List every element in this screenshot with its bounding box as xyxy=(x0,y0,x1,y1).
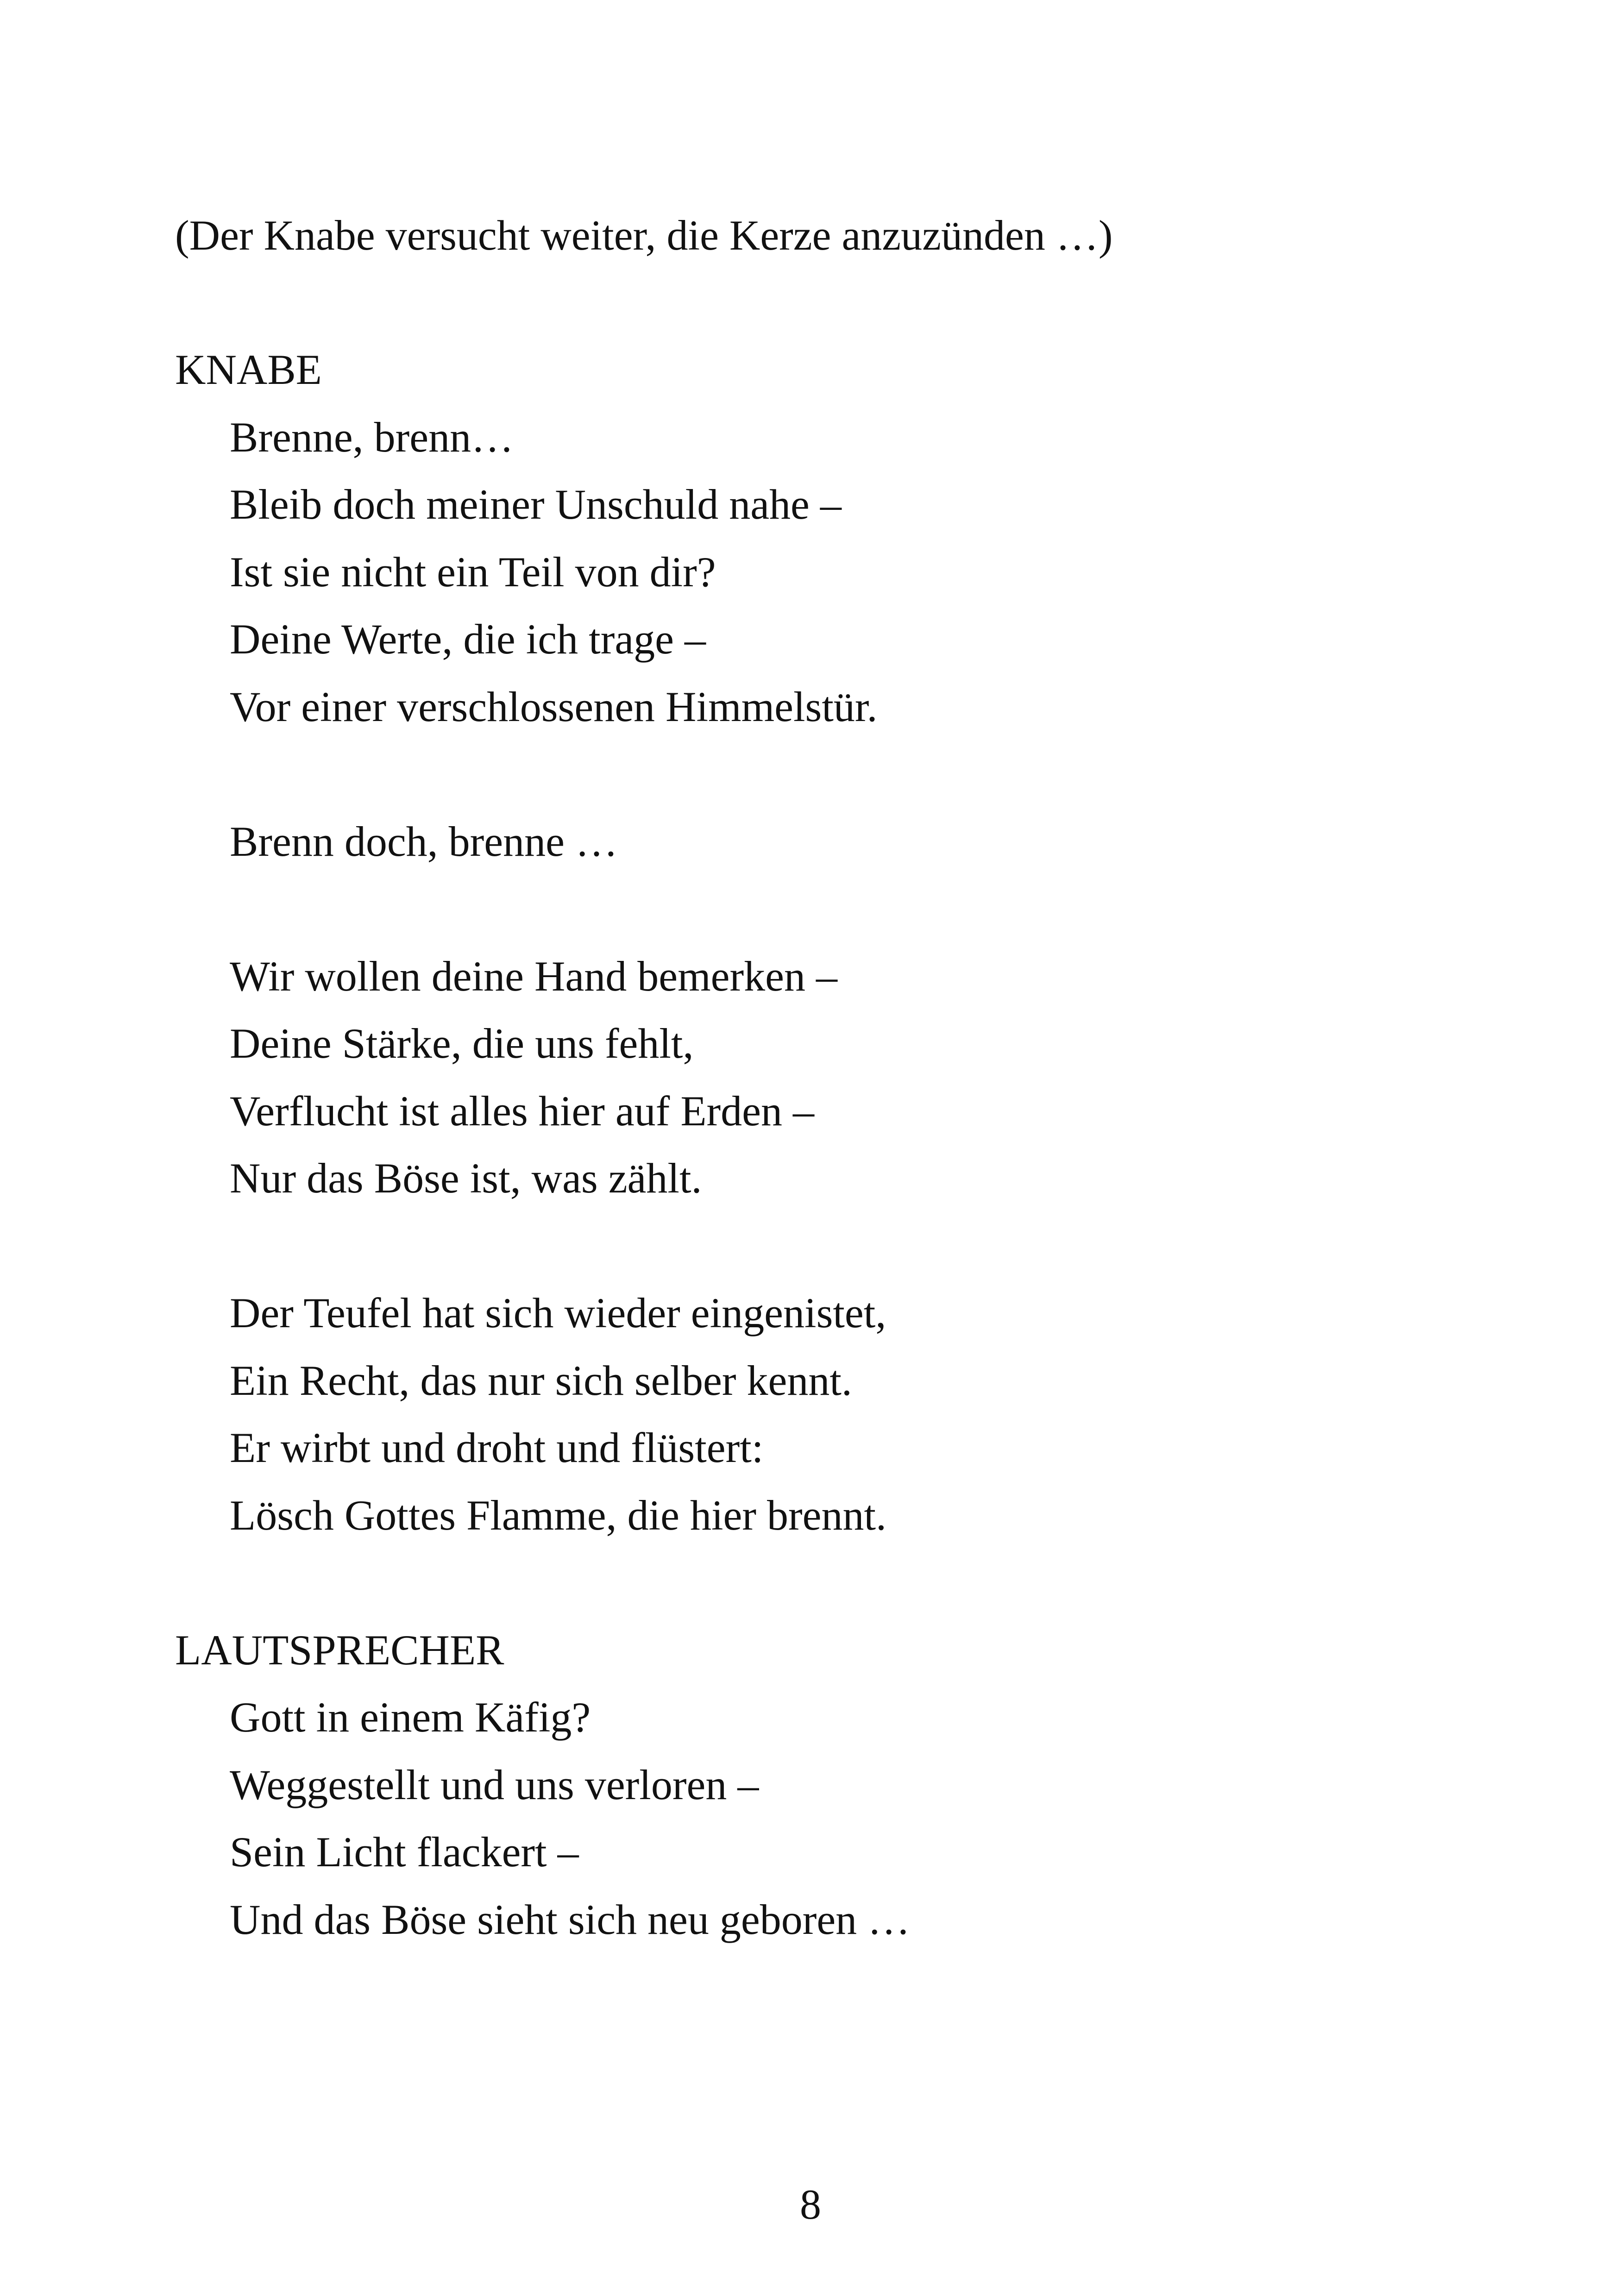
verse-line: Brenn doch, brenne … xyxy=(230,818,618,865)
verse-line: Brenne, brenn… xyxy=(230,414,514,461)
verse-line: Bleib doch meiner Unschuld nahe – xyxy=(230,481,842,528)
verse-line: Ein Recht, das nur sich selber kennt. xyxy=(230,1357,852,1404)
speaker-knabe: KNABE xyxy=(175,346,322,393)
verse-line: Deine Stärke, die uns fehlt, xyxy=(230,1020,694,1067)
verse-line: Wir wollen deine Hand bemerken – xyxy=(230,953,837,1000)
verse-line: Ist sie nicht ein Teil von dir? xyxy=(230,548,716,596)
verse-line: Und das Böse sieht sich neu geboren … xyxy=(230,1896,911,1943)
speaker-lautsprecher: LAUTSPRECHER xyxy=(175,1626,504,1674)
page-number: 8 xyxy=(800,2181,821,2228)
stage-direction: (Der Knabe versucht weiter, die Kerze anzuzünden …) xyxy=(175,212,1113,259)
verse-line: Gott in einem Käfig? xyxy=(230,1694,591,1741)
verse-line: Weggestellt und uns verloren – xyxy=(230,1761,759,1808)
verse-line: Nur das Böse ist, was zählt. xyxy=(230,1154,702,1202)
verse-line: Der Teufel hat sich wieder eingenistet, xyxy=(230,1289,886,1336)
verse-line: Er wirbt und droht und flüstert: xyxy=(230,1424,764,1471)
verse-line: Deine Werte, die ich trage – xyxy=(230,615,706,663)
verse-line: Lösch Gottes Flamme, die hier brennt. xyxy=(230,1492,887,1539)
verse-line: Sein Licht flackert – xyxy=(230,1828,579,1876)
verse-line: Vor einer verschlossenen Himmelstür. xyxy=(230,683,878,730)
verse-line: Verflucht ist alles hier auf Erden – xyxy=(230,1087,814,1135)
